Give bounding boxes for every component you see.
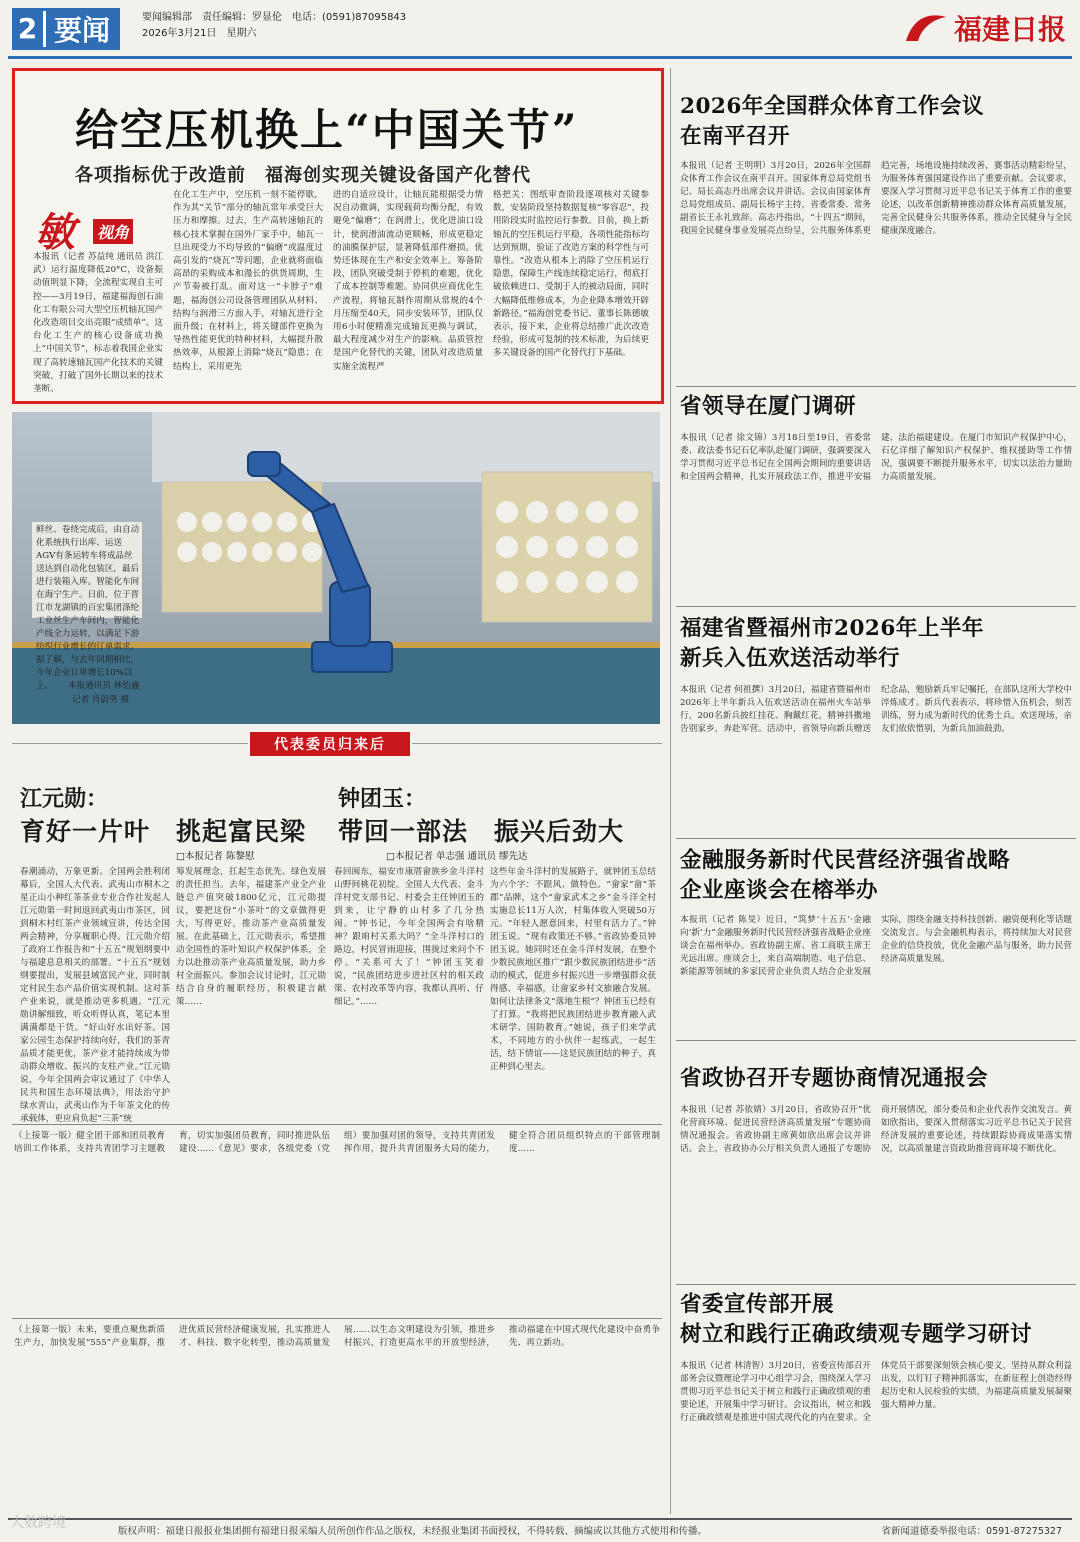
rep-right-title: 带回一部法 振兴后劲大	[338, 817, 625, 846]
lead-subhead: 各项指标优于改造前 福海创实现关键设备国产化替代	[75, 165, 531, 186]
rule-a1	[676, 386, 1076, 387]
lead-headline: 给空压机换上“中国关节”	[75, 106, 579, 156]
photo-caption: 鲜丝、卷绕完成后，由自动化系统执行出库、运送AGV有条运转车将成品丝送达到自动化包装区，最后进行装箱入库。智能化车间在海宁生产。日前，位于晋江市龙湖镇的百宏集团涤纶工业丝生产车间内，智能化产线全力运转，以满足下游纺织行业增长的订单需求。据了解，与去年同期相比，今年企业订单增长10%以上。	[36, 525, 140, 691]
rep-left-byline: □本报记者 陈黎慰	[176, 851, 255, 862]
rep-left-col-1: 春潮涌动，万象更新。全国两会胜利闭幕后，全国人大代表、武夷山市桐木之星正山小种红茶茶业专业合作社发起人江元勋第一时间返回武夷山市茶区，回到桐木村红茶产业领域宣讲，传达全国两会精神，分享履职心得。江元勋介绍了政府工作报告和“十五五”规划纲要中与福建息息相关的部署。“十五五”规划纲要提出，发展县域富民产业，同时制定村民生态产品价值实现机制。这对茶产业来说，就是推动更多机遇。“江元勋讲解细致，听众听得认真，笔记本里满满都是干货。“好山好水出好茶。国家公园生态保护持续向好，我们的茶青品质才能更优，茶产业才能持续成为带动群众增收、振兴的支柱产业。”江元勋说，今年全国两会审议通过了《中华人民共和国生态环境法典》，用法治守护绿水青山，武夷山作为千年茶文化的传承载体，更应肩负起“三茶”统	[20, 867, 170, 1124]
article-4-title-l1: 金融服务新时代民营经济强省战略	[680, 848, 1011, 873]
factory-photo	[12, 412, 660, 724]
page-footer	[8, 1518, 1072, 1536]
article-2-title: 省领导在厦门调研	[680, 394, 857, 419]
lead-col-4: 格把关：图纸审查阶段逐项核对关键参数，安装阶段坚持数据复核“零容忍”，投用阶段实时监控运行参数。目前，换上新轴瓦的空压机运行平稳，各项性能指标均达到预期，验证了改造方案的科学性与可靠性。“改造从根本上消除了空压机运行隐患，保障生产线连续稳定运行，彻底打破依赖进口、受制于人的被动局面，同时大幅降低维修成本，为企业降本增效开辟新路径。”福海创党委书记、董事长陈德敏表示，接下来，企业将总结推广此次改造经验，形成可复制的技术标准，为后续更多关键设备的国产化替代打下基础。	[493, 190, 649, 359]
page-badge	[12, 8, 120, 50]
rep-right-name: 钟团玉：	[338, 786, 427, 812]
header-rule	[8, 56, 1072, 59]
column-label-big: 敏	[35, 209, 75, 256]
column-label-small: 视角	[93, 219, 133, 244]
report-phone: 省新闻道德委举报电话：0591-87275327	[881, 1526, 1062, 1537]
article-4-body: 本报讯（记者 陈旻）近日，“筑梦‘十五五’·金融向‘新’力”金融服务新时代民营经济强省战略企业座谈会在福州举办。省政协副主席、省工商联主席王光远出席。座谈会上，来自高端制造、电子信息、新能源等领域的多家民营企业负责人结合企业发展实际，围绕金融支持科技创新、融资便利化等话题交流发言。与会金融机构表示，将持续加大对民营企业的信贷投放，优化金融产品与服务，助力民营经济高质量发展。	[680, 915, 1072, 977]
rep-left-col-2: 筹发展理念，扛起生态优先、绿色发展的责任担当。去年，福建茶产业全产业链总产值突破1800亿元，江元勋提议，要把这份“小茶叶”的文章做得更大，写得更好，推动茶产业高质量发展。在此基础上，江元勋表示，希望推动全国性的茶叶知识产权保护体系，全力以赴推动茶产业高质量发展，助力乡村全面振兴。参加会议讨论时，江元勋结合自身的履职经历，积极建言献策……	[176, 867, 326, 1007]
article-3-body: 本报讯（记者 何祖撰）3月20日，福建省暨福州市2026年上半年新兵入伍欢送活动在福州火车站举行，200名新兵披红挂花、胸戴红花，精神抖擞地告别家乡，奔赴军营。活动中，省领导向新兵赠送纪念品，勉励新兵牢记嘱托，在部队这所大学校中淬炼成才。新兵代表表示，将珍惜入伍机会，刻苦训练，努力成为新时代的优秀士兵。欢送现场，亲友们依依惜别，为新兵加油鼓劲。	[680, 685, 1072, 734]
article-1-title-l1: 2026年全国群众体育工作会议	[680, 94, 984, 119]
article-2-body: 本报讯（记者 徐文锦）3月18日至19日，省委常委、政法委书记石亿率队赴厦门调研，强调要深入学习贯彻习近平总书记在全国两会期间的重要讲话和全国两会精神，扎实开展政法工作，推进平安福建、法治福建建设。在厦门市知识产权保护中心，石亿详细了解知识产权保护、维权援助等工作情况，强调要不断提升服务水平，切实以法治力量助力高质量发展。	[680, 433, 1072, 482]
rule-2	[12, 1318, 662, 1319]
article-4-title-l2: 企业座谈会在榕举办	[680, 878, 879, 903]
column-divider	[670, 68, 671, 1514]
newspaper-logo	[904, 8, 1066, 48]
section-name: 要闻	[54, 14, 111, 47]
continued-article-1: （上接第一版）健全团干部和团员教育培训工作体系，支持共青团学习主题教育，切实加强团员教育，同时推进队伍建设……《意见》要求，各级党委（党组）要加强对团的领导，支持共青团发挥作用，提升共青团服务大局的能力，健全符合团员组织特点的干部管理制度……	[14, 1131, 660, 1154]
header-meta	[142, 10, 406, 42]
rep-right-col-2: 这些年金斗洋村的发展路子，就钟团玉总结为六个字：不跟风、做特色。“畲家”畲“茶郡”品牌，这个“畲家武术之乡”金斗洋全村实施总长11万人次，村集体收入突破50万元。“年轻人愿意回来，村里有活力了。”钟团玉说。“现有政策还不够。”省政协委员钟团玉说。她同时还在金斗洋村发展，在整个少数民族地区推广“跟少数民族团结进步”活动的模式，促进乡村振兴进一步增强群众获得感、幸福感，让畲家乡村文旅融合发展。如何让法律条文“落地生根”？钟团玉已经有了打算。“我将把民族团结进步教育融入武术研学、国防教育。”她说，孩子们来学武术，不同地方的小伙伴一起练武，一起生活，结下情谊——这是民族团结的种子，真正种到心里去。	[490, 867, 656, 1072]
article-6-body: 本报讯（记者 林清智）3月20日，省委宣传部召开部务会议暨理论学习中心组学习会，围绕深入学习贯彻习近平总书记关于树立和践行正确政绩观的重要论述，开展集中学习研讨。会议指出，树立和践行正确政绩观是推进中国式现代化的内在要求。全体党员干部要深刻领会核心要义，坚持从群众利益出发，以钉钉子精神抓落实，在新征程上创造经得起历史和人民检验的实绩，为福建高质量发展凝聚强大精神力量。	[680, 1361, 1072, 1423]
editor-line: 要闻编辑部 责任编辑：罗显伦 电话：(0591)87095843	[142, 12, 407, 23]
continued-article-2: （上接第一版）未来，要重点聚焦新质生产力，加快发展“555”产业集群，推进优质民营经济健康发展，扎实推进人才、科技、数字化转型，推动高质量发展……以生态文明建设为引领，推进乡村振兴，打造更高水平的开放型经济，推动福建在中国式现代化建设中奋勇争先、再立新功。	[14, 1325, 660, 1348]
rule-a3	[676, 838, 1076, 839]
rep-right-byline: □本报记者 单志强 通讯员 缪先达	[386, 851, 528, 862]
article-5-title: 省政协召开专题协商情况通报会	[680, 1066, 989, 1091]
logo-swoosh-icon	[904, 11, 948, 45]
page-number: 2	[12, 11, 46, 47]
rep-left-name: 江元勋：	[20, 786, 109, 812]
date-line: 2026年3月21日 星期六	[142, 28, 257, 39]
page-header	[0, 0, 1080, 62]
column-label	[35, 205, 147, 256]
rule-a4	[676, 1040, 1076, 1041]
article-1-title-l2: 在南平召开	[680, 124, 791, 149]
rule-1	[12, 1124, 662, 1125]
rep-right-col-1: 春回闽东，福安市康厝畲族乡金斗洋村山野间桃花初绽。全国人大代表、金斗洋村党支部书记、村委会主任钟团玉的到来，让宁静的山村多了几分热闹。“钟书记，今年全国两会有啥精神？跟咱村关系大吗？”全斗洋村口的路边，村民冒雨迎接，围拢过来问个不停。“关系可大了！”钟团玉笑着说，“民族团结进步进社区村的相关政策、农村改革等内容，我都认真听、仔细记。”……	[334, 867, 484, 1007]
article-1-body: 本报讯（记者 王明明）3月20日，2026年全国群众体育工作会议在南平召开。国家体育总局党组书记、局长高志丹出席会议并讲话。会议由国家体育总局党组成员、副局长杨宇主持，省委常委、常务副省长王永礼致辞。高志丹指出，“十四五”期间，我国全民健身事业发展亮点纷呈，公共服务体系更趋完善，场地设施持续改善，赛事活动精彩纷呈，为服务体育强国建设作出了重要贡献。会议要求，要深入学习贯彻习近平总书记关于体育工作的重要论述，以改革创新精神推动群众体育高质量发展，完善全民健身公共服务体系，推动全民健身与全民健康深度融合。	[680, 161, 1072, 236]
photo-credit-2: 记者 肖蔚男 摄	[72, 695, 130, 705]
section-banner: 代表委员归来后	[250, 732, 410, 756]
article-3-title-l1: 福建省暨福州市2026年上半年	[680, 616, 984, 641]
lead-col-3: 进的自适应设计，让轴瓦能根据受力情况自动微调，实现载荷均衡分配，有效避免“偏磨”；在润滑上，优化进油口设计，使润滑油流动更顺畅，形成更稳定的油膜保护层，显著降低部件磨损。优势还体现在生产和安全效率上。筹备阶段，团队突破受制于停机的难题，优化了成本控制等难题。协同供应商优化生产流程，将轴瓦制作周期从常规的4个月压缩至40天，同步安装环节，团队仅用6小时便精准完成轴瓦更换与调试，最大程度减少对生产的影响。品质管控是国产化替代的关键，团队对改造质量实施全流程严	[333, 190, 483, 372]
watermark: 大数跨境	[10, 1515, 66, 1531]
lead-col-1: 本报讯（记者 苏益纯 通讯员 洪江武）运行温度降低20°C，设备振动值明显下降，全流程实现自主可控——3月19日，福建福海创石油化工有限公司大型空压机轴瓦国产化改造项目交出亮眼“成绩单”。这台化工生产的核心设备成功换上“中国关节”，标志着我国企业实现了高转速轴瓦国产化技术的关键突破，打破了国外长期以来的技术垄断。	[33, 252, 163, 395]
article-6-title-l1: 省委宣传部开展	[680, 1292, 835, 1317]
rep-left-title: 育好一片叶 挑起富民梁	[20, 817, 307, 846]
article-3-title-l2: 新兵入伍欢送活动举行	[680, 646, 901, 671]
banner-line-left	[12, 743, 248, 744]
article-5-body: 本报讯（记者 苏依婧）3月20日，省政协召开“优化营商环境、促进民营经济高质量发展”专题协商情况通报会。省政协副主席黄如欣出席会议并讲话。会上，省政协办公厅相关负责人通报了专题协商开展情况，部分委员和企业代表作交流发言。黄如欣指出，要深入贯彻落实习近平总书记关于民营经济发展的重要论述，持续跟踪协商成果落实情况，以高质量建言资政助推营商环境不断优化。	[680, 1105, 1072, 1154]
banner-line-right	[412, 743, 662, 744]
rule-a5	[676, 1284, 1076, 1285]
photo-credit-1: 本报通讯员 林怡鑫	[68, 681, 140, 691]
copyright-notice: 版权声明：福建日报报业集团拥有福建日报采编人员所创作作品之版权，未经报业集团书面授权，不得转载、摘编或以其他方式使用和传播。	[118, 1526, 708, 1537]
lead-col-2: 在化工生产中，空压机一刻不能停歇，作为其“关节”部分的轴瓦常年承受巨大压力和摩擦。过去，生产高转速轴瓦的核心技术掌握在国外厂家手中，轴瓦一旦出现受力不均导致的“偏磨”或温度过高引发的“烧瓦”等问题，企业就将面临高昂的采购成本和漫长的供货周期，生产节奏被打乱。面对这一“卡脖子”难题，福海创公司设备管理团队从材料、结构与润滑三方面入手，对轴瓦进行全面升级；在材料上，将关键部件更换为导热性能更优的特种材料，大幅提升散热效率，从根源上消除“烧瓦”隐患；在结构上，采用更先	[173, 190, 323, 372]
lead-article	[12, 68, 664, 404]
logo-text: 福建日报	[953, 13, 1066, 46]
rule-a2	[676, 606, 1076, 607]
article-6-title-l2: 树立和践行正确政绩观专题学习研讨	[680, 1322, 1033, 1347]
